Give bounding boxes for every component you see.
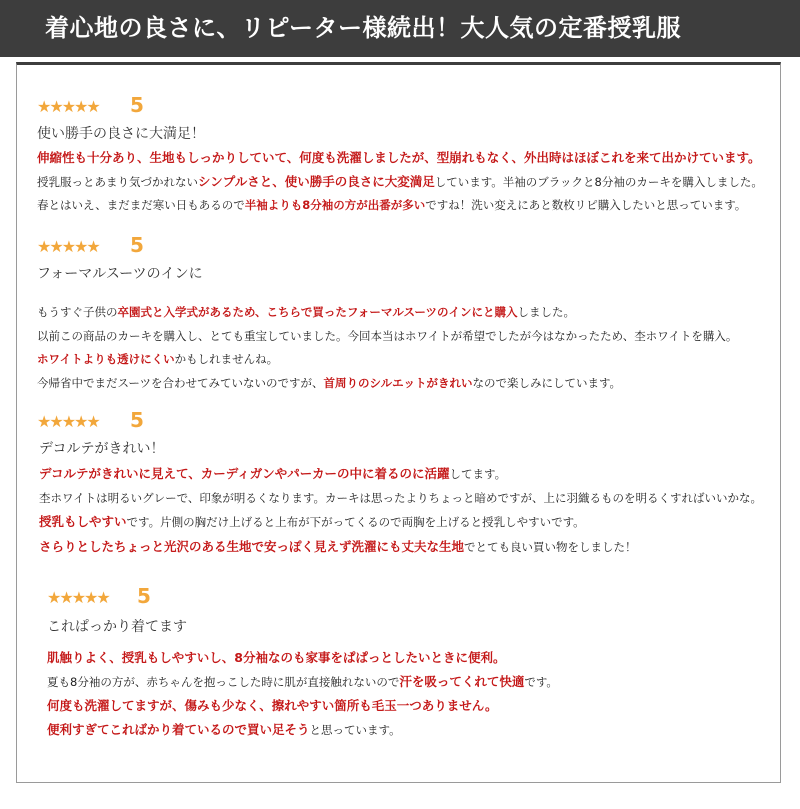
- review-text: 授乳服っとあまり気づかれない: [37, 174, 198, 189]
- star-rating-icon: ★★★★★: [47, 588, 109, 607]
- review-highlight: シンプルさと、使い勝手の良さに大変満足: [198, 173, 435, 189]
- review-line: 何度も洗濯してますが、傷みも少なく、擦れやすい箇所も毛玉一つありません。: [47, 698, 498, 713]
- review-text: かもしれませんね。: [174, 352, 279, 366]
- rating-score: 5: [130, 408, 144, 432]
- rating-score: 5: [130, 93, 144, 117]
- review-text: もうすぐ子供の: [37, 305, 118, 319]
- review-text: してます。: [449, 467, 507, 481]
- star-rating-icon: ★★★★★: [37, 97, 99, 116]
- review-line: [47, 670, 800, 695]
- review-highlight: 卒園式と入学式があるため、こちらで買ったフォーマルスーツのインにと購入: [117, 305, 518, 319]
- review-line: [37, 372, 800, 396]
- review-text: 杢ホワイトは明るいグレーで、印象が明るくなります。カーキは思ったよりちょっと暗めですが、上に羽織るものを明るくすればいいかな。: [39, 490, 762, 505]
- rating-row: [47, 586, 800, 612]
- rating-row: [37, 95, 800, 121]
- review-title: これぱっかり着てます: [47, 619, 187, 635]
- review-text: です。: [524, 674, 558, 689]
- review-text: 今帰省中でまだスーツを合わせてみていないのですが、: [37, 375, 324, 390]
- review-highlight: 授乳もしやすい: [39, 514, 127, 529]
- rating-score: 5: [130, 233, 144, 257]
- review-line: 肌触りよく、授乳もしやすいし、8分袖なのも家事をぱぱっとしたいときに便利。: [47, 650, 506, 665]
- review-title: 使い勝手の良さに大満足！: [37, 126, 205, 142]
- review-highlight: デコルテがきれいに見えて、カーディガンやパーカーの中に着るのに活躍: [39, 466, 450, 481]
- review-text: なので楽しみにしています。: [472, 375, 622, 390]
- rating-row: [37, 410, 800, 436]
- review-title: フォーマルスーツのインに: [37, 266, 203, 282]
- review-text: でとても良い買い物をしました！: [464, 539, 637, 554]
- reviews-panel: [16, 62, 781, 783]
- review-title: デコルテがきれい！: [39, 441, 165, 457]
- review-text: しています。半袖のブラックと8分袖のカーキを購入しました。: [434, 174, 763, 189]
- review-line: [39, 535, 800, 560]
- star-rating-icon: ★★★★★: [37, 412, 99, 431]
- review-text: ですね！洗い変えにあと数枚リピ購入したいと思っています。: [425, 198, 747, 212]
- review-highlight: さらりとしたちょっと光沢のある生地で安っぽく見えず洗濯にも丈夫な生地: [39, 538, 465, 554]
- page-title: 着心地の良さに、リピーター様続出！大人気の定番授乳服: [0, 0, 800, 57]
- review-highlight: ホワイトよりも透けにくい: [37, 352, 175, 366]
- review-text: 春とはいえ、まだまだ寒い日もあるので: [37, 198, 245, 212]
- review-line: [37, 194, 800, 218]
- review-line: [37, 325, 800, 349]
- review-highlight: 首周りのシルエットがきれい: [323, 375, 473, 390]
- review-line: [37, 348, 800, 372]
- review-line: [37, 301, 800, 325]
- review-highlight: 便利すぎてこればかり着ているので買い足そう: [47, 721, 310, 737]
- review-card: [17, 410, 800, 559]
- review-line: [39, 462, 800, 487]
- review-text: と思っています。: [309, 722, 401, 737]
- review-text: 夏も8分袖の方が、赤ちゃんを抱っこした時に肌が直接触れないので: [47, 674, 400, 689]
- review-line: [39, 510, 800, 535]
- review-highlight: 汗を吸ってくれて快適: [399, 673, 525, 689]
- star-rating-icon: ★★★★★: [37, 237, 99, 256]
- review-text: 以前この商品のカーキを購入し、とても重宝していました。今回本当はホワイトが希望でしたが今はなかったため、杢ホワイトを購入。: [37, 328, 738, 343]
- review-card: [17, 95, 800, 218]
- review-line: 伸縮性も十分あり、生地もしっかりしていて、何度も洗濯しましたが、型崩れもなく、外出時はほぼこれを来て出かけています。: [37, 150, 761, 165]
- review-text: です。片側の胸だけ上げると上布が下がってくるので両胸を上げると授乳しやすいです。: [126, 515, 585, 529]
- review-line: [39, 487, 800, 511]
- rating-row: [37, 235, 800, 261]
- review-line: [47, 718, 800, 743]
- review-text: しました。: [517, 305, 575, 319]
- rating-score: 5: [137, 584, 151, 608]
- review-highlight: 半袖よりも8分袖の方が出番が多い: [244, 198, 426, 212]
- review-card: [17, 586, 800, 742]
- review-card: [17, 235, 800, 395]
- review-line: [37, 170, 800, 195]
